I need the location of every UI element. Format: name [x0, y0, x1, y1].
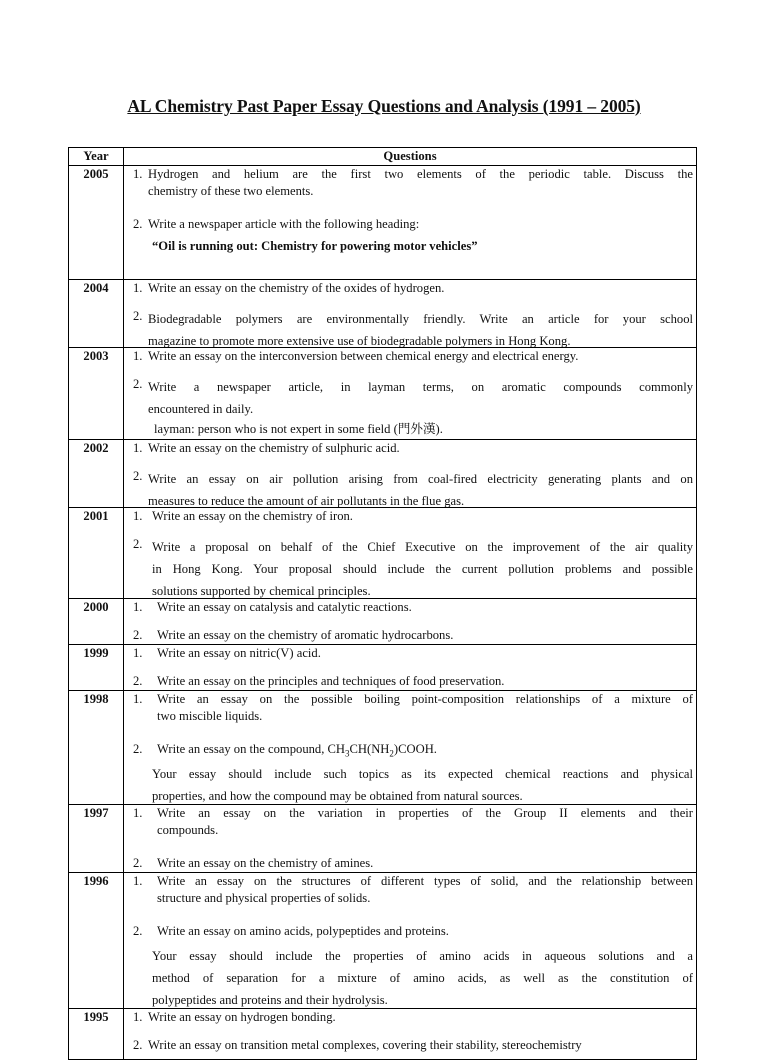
table-row: [69, 280, 697, 348]
question-number: 1.: [133, 646, 143, 660]
question-text-line: polypeptides and proteins and their hydrolysis.: [152, 993, 388, 1007]
question-text-line: Write an essay on the chemistry of amines.: [157, 856, 374, 870]
questions-cell: [124, 599, 697, 645]
question-text-line: Write an essay on the chemistry of sulphuric acid.: [148, 441, 400, 455]
question-text-line: Write an essay on the possible boiling point-composition relationships of a mixture of: [157, 692, 693, 706]
question-text-line: properties, and how the compound may be obtained from natural sources.: [152, 789, 523, 803]
question-number: 1.: [133, 167, 143, 181]
question-text-line: structure and physical properties of solids.: [157, 891, 371, 905]
question-number: 1.: [133, 806, 143, 820]
question-text-line: Write an essay on the structures of different types of solid, and the relationship between: [157, 874, 693, 888]
question-number: 2.: [133, 674, 143, 688]
year-cell: 2003: [69, 348, 124, 440]
questions-cell: [124, 691, 697, 805]
question-text-line: compounds.: [157, 823, 219, 837]
question-text-line: Write a proposal on behalf of the Chief Executive on the improvement of the air quality: [152, 540, 693, 554]
question-text-line: Write an essay on catalysis and catalytic reactions.: [157, 600, 412, 614]
year-cell: 2005: [69, 166, 124, 280]
table-row: [69, 599, 697, 645]
year-cell: 1995: [69, 1009, 124, 1060]
table-row: [69, 645, 697, 691]
question-text-line: Write an essay on nitric(V) acid.: [157, 646, 321, 660]
year-column-header: Year: [69, 148, 124, 166]
questions-cell: [124, 166, 697, 280]
question-number: 1.: [133, 509, 143, 523]
question-number: 2.: [133, 537, 143, 551]
question-text-line: Write an essay on the interconversion between chemical energy and electrical energy.: [148, 349, 579, 363]
question-number: 1.: [133, 874, 143, 888]
year-cell: 2000: [69, 599, 124, 645]
year-cell: 2004: [69, 280, 124, 348]
questions-column-header: Questions: [124, 148, 697, 166]
question-text-line: Write an essay on hydrogen bonding.: [148, 1010, 336, 1024]
chemical-formula: $CH_3CH(NH_2)COOH$: [327, 742, 434, 759]
questions-cell: [124, 508, 697, 599]
questions-cell: [124, 440, 697, 508]
questions-cell: [124, 1009, 697, 1060]
question-number: 2.: [133, 628, 143, 642]
question-text-line: chemistry of these two elements.: [148, 184, 314, 198]
question-text-line: Write a newspaper article, in layman terms, on aromatic compounds commonly: [148, 380, 693, 394]
question-number: 2.: [133, 469, 143, 483]
question-text-line: solutions supported by chemical principles.: [152, 584, 371, 598]
question-text-line: Write an essay on the chemistry of the oxides of hydrogen.: [148, 281, 445, 295]
table-row: [69, 440, 697, 508]
question-number: 1.: [133, 441, 143, 455]
question-text-line: two miscible liquids.: [157, 709, 263, 723]
question-number: 2.: [133, 856, 143, 870]
question-number: 1.: [133, 349, 143, 363]
question-number: 2.: [133, 1038, 143, 1052]
year-cell: 2001: [69, 508, 124, 599]
year-cell: 2002: [69, 440, 124, 508]
question-text-line: Write an essay on the chemistry of iron.: [152, 509, 353, 523]
question-number: 1.: [133, 1010, 143, 1024]
question-text-line: Your essay should include the properties of amino acids in aqueous solutions and a: [152, 949, 693, 963]
questions-cell: [124, 348, 697, 440]
year-cell: 1997: [69, 805, 124, 873]
question-text-line: Write a newspaper article with the following heading:: [148, 217, 420, 231]
question-text-line: Biodegradable polymers are environmentally friendly. Write an article for your school: [148, 312, 693, 326]
question-number: 1.: [133, 692, 143, 706]
table-row: [69, 166, 697, 280]
question-text-line: magazine to promote more extensive use of biodegradable polymers in Hong Kong.: [148, 334, 571, 347]
question-text-line: Write an essay on air pollution arising from coal-fired electricity generating plants and on: [148, 472, 693, 486]
question-text-line: “Oil is running out: Chemistry for powering motor vehicles”: [152, 239, 478, 253]
questions-cell: [124, 645, 697, 691]
questions-cell: [124, 805, 697, 873]
question-number: 1.: [133, 600, 143, 614]
questions-table: [68, 147, 697, 1060]
question-text-line: Write an essay on the principles and techniques of food preservation.: [157, 674, 505, 688]
year-cell: 1996: [69, 873, 124, 1009]
question-text-line: Write an essay on the compound, $CH_3CH(NH_2)COOH$.: [157, 742, 437, 759]
question-text-line: Write an essay on the chemistry of aromatic hydrocarbons.: [157, 628, 454, 642]
question-text-line: measures to reduce the amount of air pollutants in the flue gas.: [148, 494, 465, 507]
question-number: 2.: [133, 377, 143, 391]
question-text-line: Your essay should include such topics as its expected chemical reactions and physical: [152, 767, 693, 781]
question-number: 2.: [133, 742, 143, 756]
questions-cell: [124, 280, 697, 348]
table-row: [69, 508, 697, 599]
question-text-line: Write an essay on amino acids, polypeptides and proteins.: [157, 924, 449, 938]
table-row: [69, 1009, 697, 1060]
question-text-line: Write an essay on transition metal complexes, covering their stability, stereochemistry: [148, 1038, 582, 1052]
question-number: 2.: [133, 309, 143, 323]
table-row: [69, 805, 697, 873]
page-title: AL Chemistry Past Paper Essay Questions and Analysis (1991 – 2005): [127, 96, 641, 116]
question-text-line: Write an essay on the variation in properties of the Group II elements and their: [157, 806, 693, 820]
table-header-row: [69, 148, 697, 166]
table-row: [69, 348, 697, 440]
year-cell: 1998: [69, 691, 124, 805]
table-row: [69, 873, 697, 1009]
table-row: [69, 691, 697, 805]
question-text-line: encountered in daily.: [148, 402, 254, 416]
questions-cell: [124, 873, 697, 1009]
question-number: 1.: [133, 281, 143, 295]
year-cell: 1999: [69, 645, 124, 691]
question-text-line: method of separation for a mixture of amino acids, as well as the constitution of: [152, 971, 693, 985]
question-number: 2.: [133, 217, 143, 231]
question-number: 2.: [133, 924, 143, 938]
question-text-line: layman: person who is not expert in some field (門外漢).: [154, 422, 443, 436]
question-text-line: Hydrogen and helium are the first two elements of the periodic table. Discuss the: [148, 167, 693, 181]
question-text-line: in Hong Kong. Your proposal should include the current pollution problems and possible: [152, 562, 693, 576]
